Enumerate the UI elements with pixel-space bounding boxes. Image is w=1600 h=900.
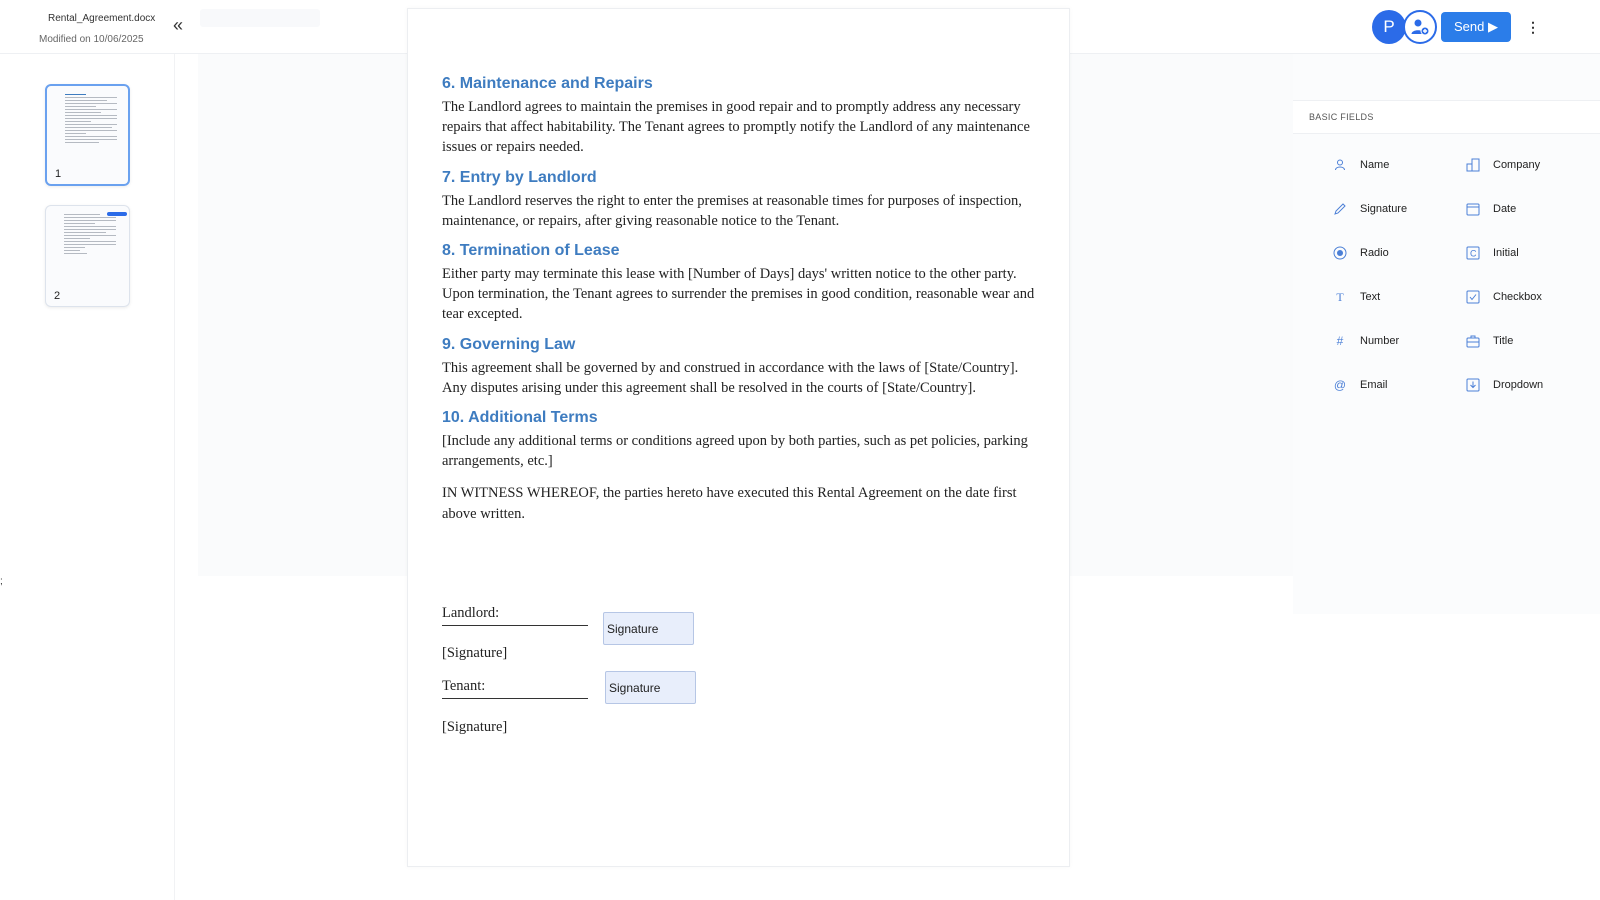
section-body: [Include any additional terms or conditions agreed upon by both parties, such as pet policies, parking arrangements, etc.] xyxy=(442,433,1028,470)
section-body: The Landlord reserves the right to enter the premises at reasonable times for purposes of inspection, maintenance, or repairs, after giving reasonable notice to the Tenant. xyxy=(442,192,1022,229)
field-label: Company xyxy=(1493,159,1541,171)
section-body: This agreement shall be governed by and construed in accordance with the laws of [State/Country]. Any disputes arising under this agreement shall be resolved in the courts of [State/Country]. xyxy=(442,359,1019,396)
hash-icon: # xyxy=(1336,334,1344,348)
tenant-label: Tenant: xyxy=(442,678,486,694)
field-email[interactable] xyxy=(1332,371,1452,399)
field-dropdown[interactable] xyxy=(1465,371,1585,399)
field-date[interactable] xyxy=(1465,195,1585,223)
pen-icon xyxy=(1332,201,1348,217)
fields-panel-header xyxy=(1293,100,1600,134)
field-number[interactable] xyxy=(1332,327,1452,355)
field-label: Date xyxy=(1493,203,1517,215)
building-icon xyxy=(1465,157,1481,173)
page-thumbnail-2[interactable] xyxy=(45,205,130,307)
tenant-signature-field[interactable]: Signature xyxy=(605,671,696,704)
at-icon: @ xyxy=(1333,378,1347,392)
section-body: Either party may terminate this lease with [Number of Days] days' written notice to the other party. Upon termination, the Tenant agrees to surrender the premises in good condition, reasonable wear and tear excepted. xyxy=(442,266,1035,323)
page-number: 1 xyxy=(55,168,62,180)
field-checkbox[interactable] xyxy=(1465,283,1585,311)
section-heading: 6. Maintenance and Repairs xyxy=(442,75,653,92)
page-number: 2 xyxy=(54,290,61,302)
text-icon: T xyxy=(1336,289,1344,304)
add-recipient-button[interactable] xyxy=(1403,10,1437,44)
field-text[interactable] xyxy=(1332,283,1452,311)
person-icon xyxy=(1332,157,1348,173)
more-options-button[interactable]: ⋮ xyxy=(1526,19,1540,35)
page-thumbnail-1[interactable] xyxy=(45,84,130,186)
field-label: Number xyxy=(1360,335,1400,347)
stray-character: ; xyxy=(0,576,3,587)
landlord-signature-placeholder: [Signature] xyxy=(442,645,508,661)
field-radio[interactable] xyxy=(1332,239,1452,267)
section-heading: 8. Termination of Lease xyxy=(442,242,620,260)
field-name[interactable] xyxy=(1332,151,1452,179)
collapse-panel-button[interactable]: « xyxy=(172,15,183,35)
page-thumbnails xyxy=(0,54,175,900)
field-label: Text xyxy=(1360,291,1381,303)
field-label: Email xyxy=(1360,379,1388,391)
section-heading: 10. Additional Terms xyxy=(442,409,598,427)
field-label: Title xyxy=(1493,335,1514,347)
landlord-signature-field[interactable]: Signature xyxy=(603,612,694,645)
section-heading: 7. Entry by Landlord xyxy=(442,168,597,186)
radio-icon xyxy=(1332,245,1348,261)
fields-panel-title: BASIC FIELDS xyxy=(1309,112,1374,122)
field-label: Initial xyxy=(1493,247,1519,259)
field-company[interactable] xyxy=(1465,151,1585,179)
initial-icon xyxy=(1465,245,1481,261)
section-heading: 9. Governing Law xyxy=(442,335,576,353)
field-initial[interactable] xyxy=(1465,239,1585,267)
landlord-signature-line xyxy=(442,625,588,626)
section-body: The Landlord agrees to maintain the premises in good repair and to promptly address any necessary repairs that affect habitability. The Tenant agrees to promptly notify the Landlord of any maintenance issues or repairs needed. xyxy=(442,99,1030,156)
thumbnail-preview xyxy=(64,214,116,256)
calendar-icon xyxy=(1465,201,1481,217)
dropdown-icon xyxy=(1465,377,1481,393)
file-name: Rental_Agreement.docx xyxy=(48,13,156,24)
witness-clause: IN WITNESS WHEREOF, the parties hereto have executed this Rental Agreement on the date first above written. xyxy=(442,485,1017,522)
add-user-icon xyxy=(1410,17,1430,37)
title-placeholder xyxy=(200,9,320,27)
tenant-signature-line xyxy=(442,698,588,699)
thumbnail-preview xyxy=(65,94,117,145)
tenant-signature-placeholder: [Signature] xyxy=(442,719,508,735)
briefcase-icon xyxy=(1465,333,1481,349)
avatar[interactable]: P xyxy=(1372,10,1406,44)
field-signature[interactable] xyxy=(1332,195,1452,223)
field-label: Radio xyxy=(1360,247,1389,259)
field-label: Name xyxy=(1360,159,1390,171)
field-label: Checkbox xyxy=(1493,291,1542,303)
field-label: Dropdown xyxy=(1493,379,1544,391)
send-button[interactable]: Send ▶ xyxy=(1441,12,1511,42)
landlord-label: Landlord: xyxy=(442,605,500,621)
document-content xyxy=(442,73,1042,524)
svg-text:C: C xyxy=(1470,248,1477,259)
checkbox-icon xyxy=(1465,289,1481,305)
field-title[interactable] xyxy=(1465,327,1585,355)
field-label: Signature xyxy=(1360,203,1408,215)
modified-date: Modified on 10/06/2025 xyxy=(39,34,144,45)
